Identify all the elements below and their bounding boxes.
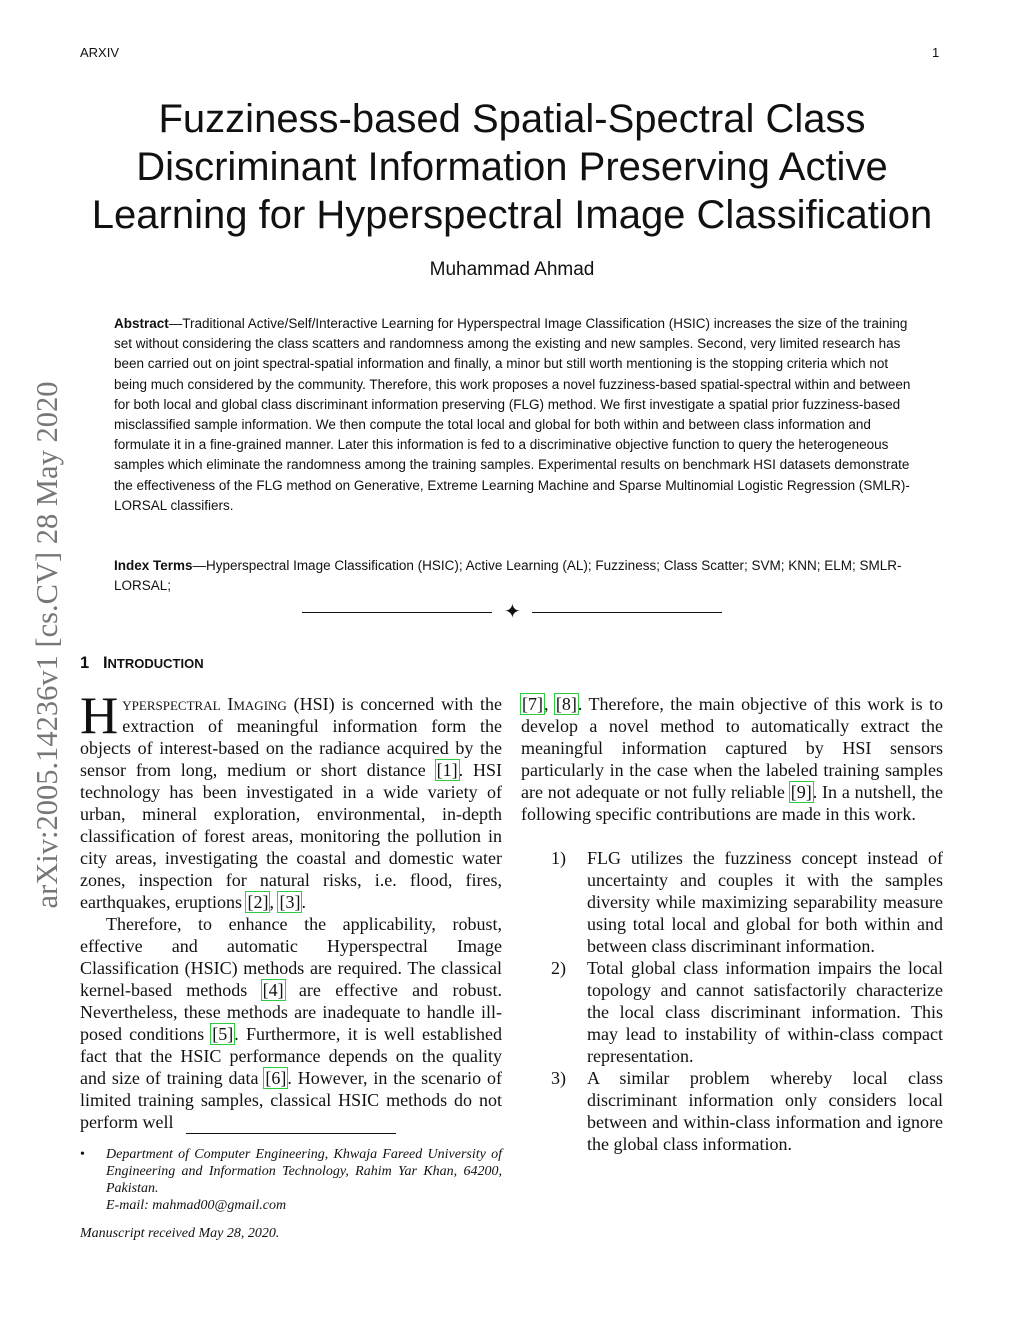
intro-smallcaps-phrase: yperspectral Imaging: [122, 694, 287, 714]
list-item-number: 3): [551, 1068, 566, 1088]
left-column: [80, 687, 503, 1133]
separator-line-right: [532, 612, 722, 613]
arxiv-side-stamp: arXiv:2005.14236v1 [cs.CV] 28 May 2020: [30, 381, 64, 909]
intro-text: Therefore, to enhance the applicability, robust, effective and automatic Hyperspectral Image Classification (HSIC) methods are required. The classical kernel-based methods: [80, 914, 502, 1000]
citation-link[interactable]: [5]: [212, 1024, 234, 1044]
section-number: 1: [80, 654, 90, 672]
intro-text: . In a nutshell, the following specific contributions are made in this work.: [521, 782, 943, 824]
paper-title: Fuzziness-based Spatial-Spectral Class Discriminant Information Preserving Active Learning for Hyperspectral Image Classification: [91, 97, 933, 237]
citation-link[interactable]: [7]: [522, 694, 543, 714]
manuscript-received-note: Manuscript received May 28, 2020.: [80, 1226, 280, 1241]
citation-link[interactable]: [1]: [436, 760, 458, 780]
intro-text: ,: [269, 892, 279, 912]
intro-text: .: [301, 892, 306, 912]
abstract-label: Abstract: [114, 316, 169, 331]
citation-link[interactable]: [4]: [262, 980, 284, 1000]
list-item: [521, 957, 943, 1067]
citation-link[interactable]: [2]: [247, 892, 269, 912]
intro-text: . HSI technology has been investigated in a wide variety of urban, mineral exploration, environmental, in-depth classification of forest areas, monitoring the pollution in city areas, investigating the coastal and domestic water zones, inspection for natural risks, i.e. flood, fires, earthquakes, eruptions: [80, 760, 502, 912]
contributions-list: [521, 847, 943, 1155]
running-header: ARXIV: [80, 45, 120, 60]
abstract: [114, 314, 911, 516]
section-title-initial: I: [102, 654, 108, 672]
intro-text: are effective and robust. Nevertheless, these methods are inadequate to handle ill-posed conditions: [80, 980, 502, 1044]
index-terms: [114, 556, 911, 596]
right-column: [521, 693, 943, 1155]
bullet-icon: •: [80, 1147, 85, 1162]
page-number: 1: [932, 45, 940, 60]
intro-text: ,: [544, 694, 555, 714]
intro-paragraph-2: [80, 913, 502, 1133]
index-terms-text: —Hyperspectral Image Classification (HSIC); Active Learning (AL); Fuzziness; Class Scatter; SVM; KNN; ELM; SMLR-LORSAL;: [114, 558, 902, 594]
list-item: [521, 847, 943, 957]
list-item: [521, 1067, 943, 1155]
intro-text: . Furthermore, it is well established fact that the HSIC performance depends on the quality and size of training data: [80, 1024, 502, 1088]
list-item-text: Total global class information impairs the local topology and cannot satisfactorily characterize the local class discriminant information. This may lead to instability of within-class compact representation.: [587, 958, 943, 1066]
intro-paragraph-2-continued: [521, 693, 943, 825]
list-item-number: 2): [551, 958, 566, 978]
citation-link[interactable]: [9]: [790, 782, 812, 802]
affiliation-footnote: [80, 1146, 502, 1214]
intro-paragraph-1: [80, 687, 502, 913]
author-name: Muhammad Ahmad: [429, 259, 595, 280]
intro-text: . However, in the scenario of limited training samples, classical HSIC methods do not perform well: [80, 1068, 503, 1132]
citation-link[interactable]: [8]: [555, 694, 577, 714]
intro-text: (HSI) is concerned with the extraction of meaningful information form the objects of interest-based on the radiance acquired by the sensor from long, medium or short distance: [80, 694, 502, 780]
affiliation-text: Department of Computer Engineering, Khwaja Fareed University of Engineering and Information Technology, Rahim Yar Khan, 64200, Pakistan.: [106, 1147, 502, 1196]
author-email: E-mail: mahmad00@gmail.com: [106, 1198, 287, 1213]
list-item-text: FLG utilizes the fuzziness concept instead of uncertainty and couples it with the samples diversity while maximizing separability measure using total local and global for both within and between class discriminant information.: [587, 848, 943, 956]
list-item-number: 1): [551, 848, 566, 868]
section-title-rest: NTRODUCTION: [107, 656, 204, 671]
drop-cap: H: [80, 687, 119, 745]
section-heading: [80, 654, 204, 673]
separator-line-left: [302, 612, 492, 613]
separator-star-icon: ✦: [504, 601, 521, 623]
citation-link[interactable]: [6]: [265, 1068, 287, 1088]
list-item-text: A similar problem whereby local class discriminant information only considers local between and within-class information and ignore the global class information.: [587, 1068, 943, 1154]
footnote-rule: [186, 1133, 396, 1134]
intro-text: . Therefore, the main objective of this work is to develop a novel method to automatically extract the meaningful information captured by HSI sensors particularly in the case when the labeled training samples are not adequate or not fully reliable: [521, 694, 944, 802]
abstract-text: —Traditional Active/Self/Interactive Learning for Hyperspectral Image Classification (HSIC) increases the size of the training set without considering the class scatters and randomness among the existing and new samples. Second, very limited research has been carried out on joint spectral-spatial information and finally, a minor but still worth mentioning is the stopping criteria which not being much considered by the community. Therefore, this work proposes a novel fuzziness-based spatial-spectral within and between for both local and global class discriminant information preserving (FLG) method. We first investigate a spatial prior fuzziness-based misclassified sample information. We then compute the total local and global for both within and between class information and formulate it in a fine-grained manner. Later this information is fed to a discriminative objective function to query the heterogeneous samples which eliminate the randomness among the training samples. Experimental results on benchmark HSI datasets demonstrate the effectiveness of the FLG method on Generative, Extreme Learning Machine and Sparse Multinomial Logistic Regression (SMLR)-LORSAL classifiers.: [114, 316, 911, 513]
citation-link[interactable]: [3]: [279, 892, 301, 912]
index-terms-label: Index Terms: [114, 558, 193, 573]
